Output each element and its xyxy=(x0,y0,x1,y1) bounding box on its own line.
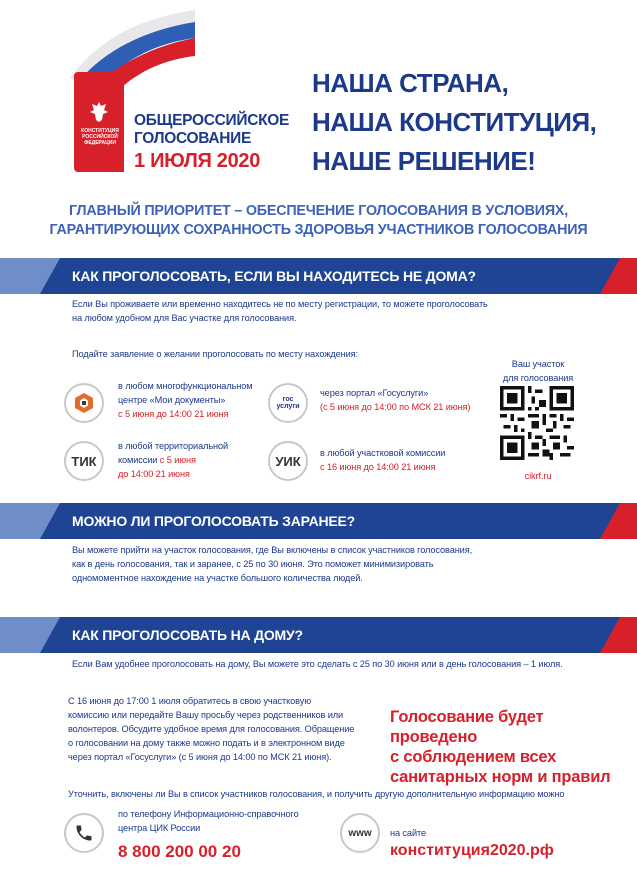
early-line2: как в день голосования, так и заранее, с 25 по 30 июня. Это поможет минимизировать xyxy=(72,559,434,569)
sanitary-line1: Голосование будет проведено xyxy=(390,708,544,746)
book-caption: КОНСТИТУЦИЯ РОССИЙСКОЙ ФЕДЕРАЦИИ xyxy=(81,128,119,146)
phone-line1: по телефону Информационно-справочного xyxy=(118,809,299,819)
home-line3: волонтеров. Обсудите удобное время для голосования. Обращение xyxy=(68,724,355,734)
mfc-date: с 5 июня до 14:00 21 июня xyxy=(118,409,229,419)
uik-option xyxy=(320,446,445,474)
early-line1: Вы можете прийти на участок голосования, где Вы включены в список участников голосования, xyxy=(72,545,473,555)
logo-title-line2: ГОЛОСОВАНИЕ xyxy=(134,130,252,147)
qr-label-line1: Ваш участок xyxy=(511,359,565,369)
sanitary-notice xyxy=(390,707,615,787)
section-title-early: МОЖНО ЛИ ПРОГОЛОСОВАТЬ ЗАРАНЕЕ? xyxy=(72,513,356,529)
slogan-line2: НАША КОНСТИТУЦИЯ, xyxy=(312,107,597,137)
priority-line2: ГАРАНТИРУЮЩИХ СОХРАННОСТЬ ЗДОРОВЬЯ УЧАСТНИКОВ ГОЛОСОВАНИЯ xyxy=(49,222,588,238)
section2-body xyxy=(72,543,472,585)
home-line1: С 16 июня до 17:00 1 июля обратитесь в свою участковую xyxy=(68,696,312,706)
tik-line1: в любой территориальной xyxy=(118,441,229,451)
priority-line1: ГЛАВНЫЙ ПРИОРИТЕТ – ОБЕСПЕЧЕНИЕ ГОЛОСОВАНИЯ В УСЛОВИЯХ, xyxy=(68,203,569,219)
sanitary-line2: с соблюдением всех xyxy=(390,748,557,766)
gosuslugi-icon xyxy=(268,383,308,423)
section-band-away xyxy=(0,258,637,294)
tik-line2-date: с 5 июня xyxy=(159,455,196,465)
home-line2: комиссию или передайте Вашу просьбу через родственников или xyxy=(68,710,344,720)
intro-line2: на любом удобном для Вас участке для голосования. xyxy=(72,313,297,323)
www-icon: www xyxy=(340,813,380,853)
early-line3: одномоментное нахождение на участке большого количества людей. xyxy=(72,573,363,583)
slogan-line1: НАША СТРАНА, xyxy=(312,68,509,98)
mfc-icon xyxy=(64,383,104,423)
section-band-early xyxy=(0,503,637,539)
mfc-option xyxy=(118,379,252,421)
section-band-home xyxy=(0,617,637,653)
slogan xyxy=(312,64,596,181)
tik-badge: ТИК xyxy=(64,441,104,481)
gosuslugi-date: (с 5 июня до 14:00 по МСК 21 июня) xyxy=(320,402,471,412)
home-line5: через портал «Госуслуги» (с 5 июня до 14:00 по МСК 21 июня). xyxy=(68,752,332,762)
tik-line2 xyxy=(118,453,228,467)
mfc-line1: в любом многофункциональном xyxy=(118,381,253,391)
logo-title xyxy=(134,112,289,148)
priority-heading xyxy=(0,202,637,240)
qr-label-line2: для голосования xyxy=(502,373,574,383)
tik-option xyxy=(118,439,228,481)
gosuslugi-icon-text1: гос xyxy=(282,396,294,403)
home-body xyxy=(68,694,354,764)
mfc-line2: центре «Мои документы» xyxy=(118,395,226,405)
site-link[interactable]: конституция2020.рф xyxy=(390,842,554,859)
slogan-line3: НАШЕ РЕШЕНИЕ! xyxy=(312,146,536,176)
intro-line1: Если Вы проживаете или временно находитесь не по месту регистрации, то можете проголосовать xyxy=(72,299,488,309)
eagle-emblem-icon xyxy=(88,100,110,124)
home-line4: о голосовании на дому также можно подать и в электронном виде xyxy=(68,738,345,748)
tik-line2-text: комиссии xyxy=(118,455,160,465)
qr-link[interactable]: cikrf.ru xyxy=(524,471,552,481)
phone-line2: центра ЦИК России xyxy=(118,823,201,833)
qr-code[interactable] xyxy=(500,386,574,460)
sanitary-line3: санитарных норм и правил xyxy=(390,768,611,786)
phone-number[interactable]: 8 800 200 00 20 xyxy=(118,842,241,861)
home-intro: Если Вам удобнее проголосовать на дому, Вы можете это сделать с 25 по 30 июня или в день голосования – 1 июля. xyxy=(72,659,563,669)
gosuslugi-line1: через портал «Госуслуги» xyxy=(320,388,429,398)
section1-intro xyxy=(72,297,488,325)
gosuslugi-icon-text2: услуги xyxy=(276,403,300,410)
tik-date: до 14:00 21 июня xyxy=(118,469,190,479)
phone-icon xyxy=(64,813,104,853)
apply-label: Подайте заявление о желании проголосовать по месту нахождения: xyxy=(72,349,358,359)
logo-title-line1: ОБЩЕРОССИЙСКОЕ xyxy=(134,112,290,129)
section-title-home: КАК ПРОГОЛОСОВАТЬ НА ДОМУ? xyxy=(72,627,303,643)
site-label: на сайте xyxy=(390,828,426,838)
uik-line1: в любой участковой комиссии xyxy=(320,448,446,458)
section-title-away: КАК ПРОГОЛОСОВАТЬ, ЕСЛИ ВЫ НАХОДИТЕСЬ НЕ ДОМА? xyxy=(72,268,476,284)
uik-date: с 16 июня до 14:00 21 июня xyxy=(320,462,436,472)
logo-date: 1 ИЮЛЯ 2020 xyxy=(134,150,261,172)
footer-info: Уточнить, включены ли Вы в список участников голосования, и получить другую дополнительную информацию можно xyxy=(68,789,565,799)
uik-badge: УИК xyxy=(268,441,308,481)
phone-block xyxy=(118,807,299,835)
qr-label xyxy=(498,357,578,385)
gosuslugi-option xyxy=(320,386,470,414)
